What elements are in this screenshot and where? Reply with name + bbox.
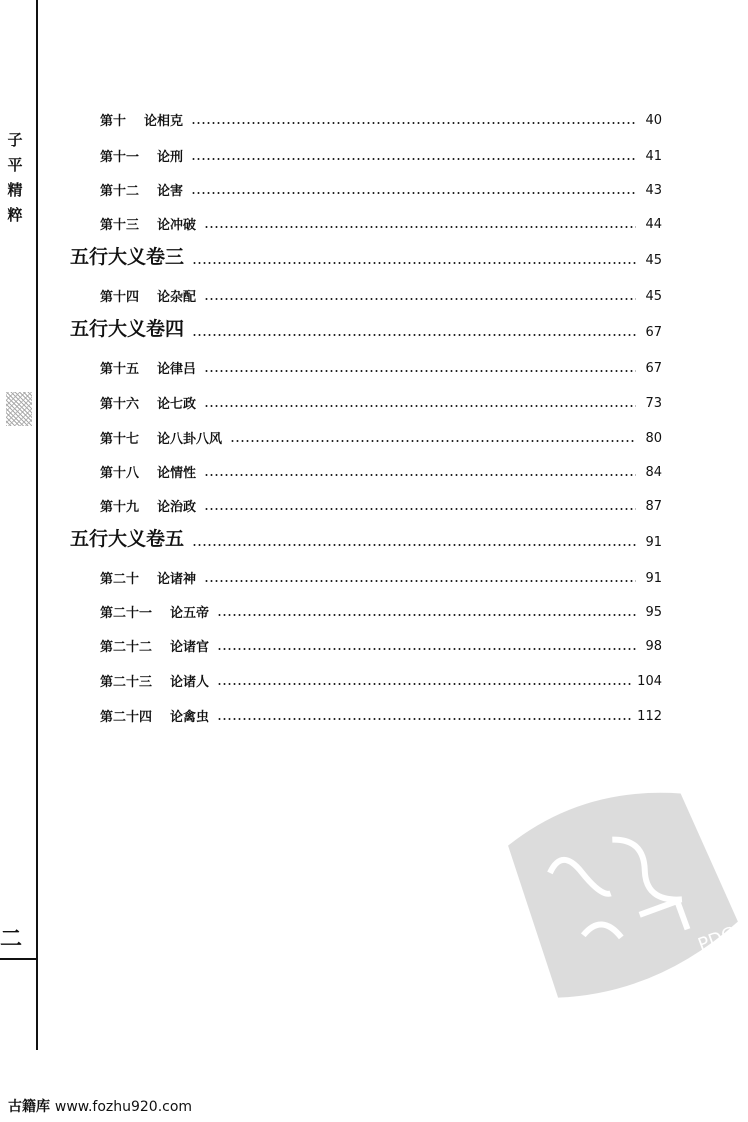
dot-leader [204, 474, 636, 476]
side-title-char: 精 [7, 181, 23, 199]
toc-page-number: 104 [637, 674, 662, 689]
toc-chapter-number: 第十一 [100, 150, 140, 165]
toc-section-entry[interactable] [70, 317, 662, 341]
toc-chapter-entry[interactable] [100, 563, 662, 587]
dot-leader [192, 544, 636, 546]
toc-chapter-number: 第二十 [100, 572, 140, 587]
toc-page-number: 80 [645, 431, 662, 446]
toc-entry-title: 论杂配 [157, 290, 197, 305]
toc-page-number: 44 [645, 217, 662, 232]
toc-entry-title: 论害 [157, 184, 184, 199]
side-title-char: 平 [7, 156, 23, 174]
toc-page-number: 91 [645, 535, 662, 550]
toc-chapter-entry[interactable] [100, 281, 662, 305]
toc-entry-title: 论治政 [157, 500, 197, 515]
toc-chapter-entry[interactable] [100, 666, 662, 690]
toc-entry-title: 论八卦八风 [157, 432, 223, 447]
toc-page-number: 43 [645, 183, 662, 198]
dot-leader [217, 718, 631, 720]
toc-chapter-number: 第十九 [100, 500, 140, 515]
toc-entry-title: 五行大义卷四 [70, 318, 185, 340]
toc-chapter-entry[interactable] [100, 209, 662, 233]
dot-leader [217, 683, 631, 685]
toc-entry-title: 论刑 [157, 150, 184, 165]
footer-url[interactable]: www.fozhu920.com [54, 1099, 193, 1115]
toc-chapter-number: 第十二 [100, 184, 140, 199]
toc-page-number: 87 [645, 499, 662, 514]
dot-leader [192, 334, 636, 336]
toc-chapter-number: 第十三 [100, 218, 140, 233]
toc-chapter-number: 第十四 [100, 290, 140, 305]
toc-chapter-entry[interactable] [100, 353, 662, 377]
dot-leader [204, 298, 636, 300]
toc-section-entry[interactable] [70, 245, 662, 269]
dot-leader [204, 370, 636, 372]
dot-leader [204, 580, 636, 582]
stamp-text: PDG [695, 922, 739, 956]
dot-leader [191, 122, 636, 124]
side-title-char: 粹 [7, 206, 23, 224]
toc-page-number: 67 [645, 361, 662, 376]
footer-site-name: 古籍库 [8, 1099, 50, 1115]
toc-page-number: 84 [645, 465, 662, 480]
toc-chapter-entry[interactable] [100, 631, 662, 655]
toc-page-number: 67 [645, 325, 662, 340]
toc-page-number: 91 [645, 571, 662, 586]
toc-chapter-number: 第二十二 [100, 640, 153, 655]
toc-page-number: 112 [637, 709, 662, 724]
toc-chapter-number: 第二十三 [100, 675, 153, 690]
toc-entry-title: 论五帝 [170, 606, 210, 621]
toc-entry-title: 论情性 [157, 466, 197, 481]
toc-chapter-number: 第十八 [100, 466, 140, 481]
dot-leader [230, 440, 636, 442]
toc-entry-title: 五行大义卷五 [70, 528, 185, 550]
toc-page-number: 45 [645, 253, 662, 268]
toc-chapter-entry[interactable] [100, 175, 662, 199]
dot-leader [217, 614, 636, 616]
dot-leader [217, 648, 636, 650]
toc-section-entry[interactable] [70, 527, 662, 551]
toc-chapter-entry[interactable] [100, 105, 662, 129]
dot-leader [204, 226, 636, 228]
toc-chapter-number: 第十五 [100, 362, 140, 377]
toc-entry-title: 论诸神 [157, 572, 197, 587]
toc-chapter-number: 第十 [100, 114, 127, 129]
side-title-char: 子 [7, 131, 23, 149]
toc-chapter-number: 第二十四 [100, 710, 153, 725]
toc-entry-title: 论诸官 [170, 640, 210, 655]
dot-leader [204, 508, 636, 510]
toc-chapter-entry[interactable] [100, 423, 662, 447]
footer-watermark [8, 1096, 192, 1116]
dot-leader [192, 262, 636, 264]
seal-stamp-watermark [500, 770, 740, 1010]
toc-chapter-entry[interactable] [100, 457, 662, 481]
dot-leader [191, 192, 636, 194]
toc-entry-title: 五行大义卷三 [70, 246, 185, 268]
toc-chapter-number: 第二十一 [100, 606, 153, 621]
toc-page-number: 45 [645, 289, 662, 304]
toc-page-number: 73 [645, 396, 662, 411]
toc-page-number: 95 [645, 605, 662, 620]
toc-entry-title: 论七政 [157, 397, 197, 412]
page-number: 二 [0, 926, 23, 952]
toc-entry-title: 论诸人 [170, 675, 210, 690]
toc-chapter-number: 第十六 [100, 397, 140, 412]
toc-entry-title: 论冲破 [157, 218, 197, 233]
toc-chapter-number: 第十七 [100, 432, 140, 447]
dot-leader [204, 405, 636, 407]
toc-page-number: 98 [645, 639, 662, 654]
toc-chapter-entry[interactable] [100, 701, 662, 725]
toc-page-number: 41 [645, 149, 662, 164]
toc-chapter-entry[interactable] [100, 388, 662, 412]
toc-chapter-entry[interactable] [100, 491, 662, 515]
toc-entry-title: 论相克 [144, 114, 184, 129]
toc-entry-title: 论律吕 [157, 362, 197, 377]
toc-chapter-entry[interactable] [100, 597, 662, 621]
toc-chapter-entry[interactable] [100, 141, 662, 165]
toc-page-number: 40 [645, 113, 662, 128]
dot-leader [191, 158, 636, 160]
toc-entry-title: 论禽虫 [170, 710, 210, 725]
